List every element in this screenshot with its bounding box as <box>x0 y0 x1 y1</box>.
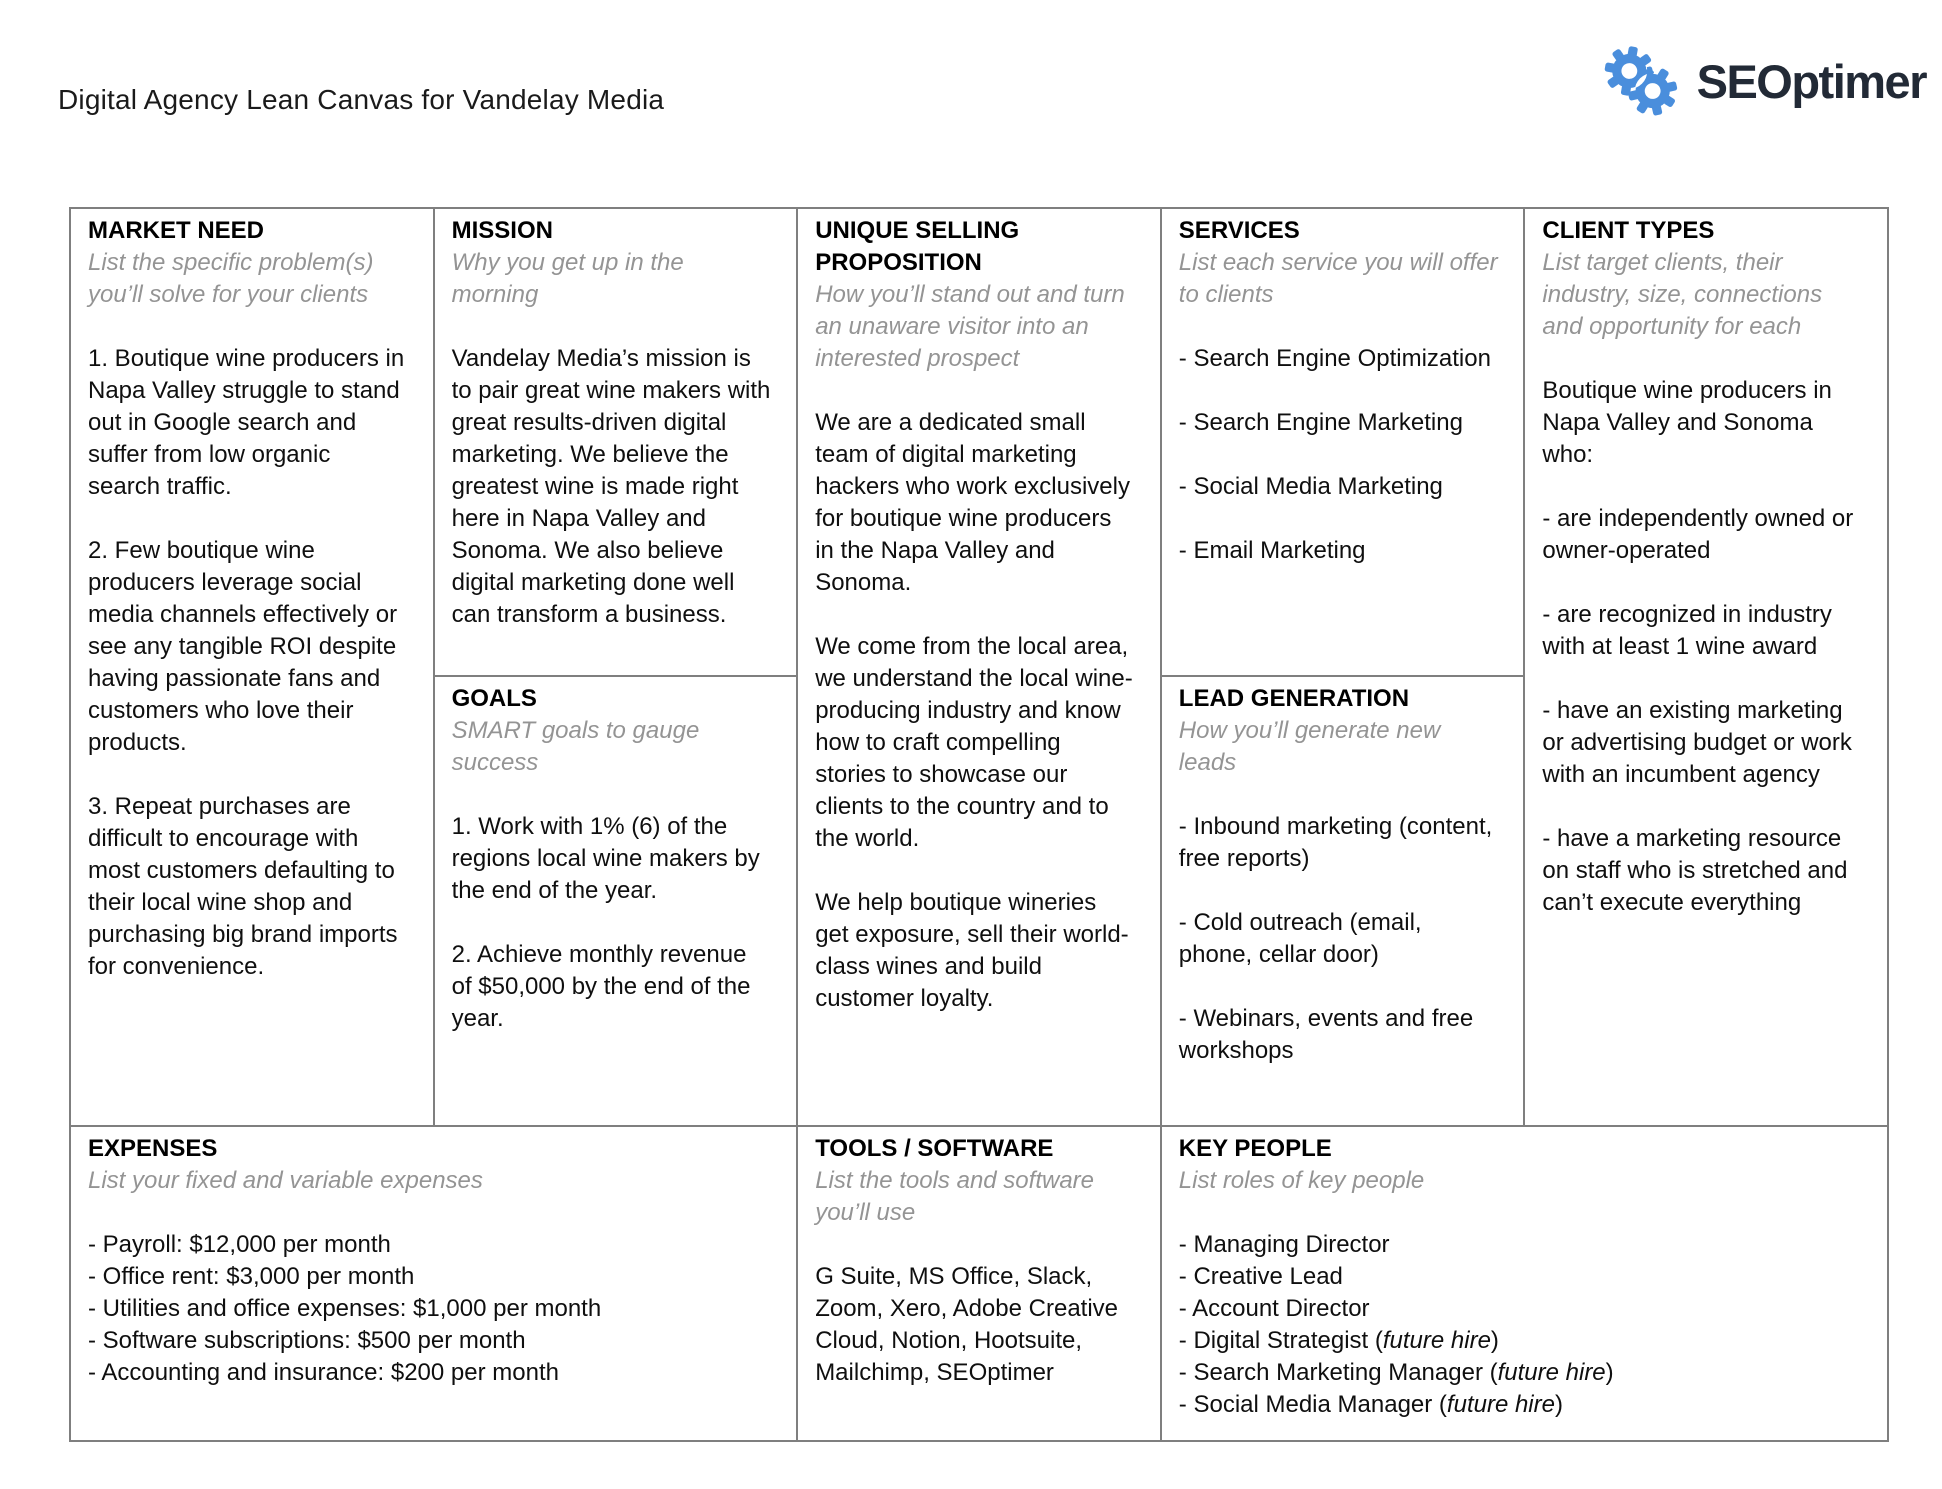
client-types-paragraph: Boutique wine producers in Napa Valley and Sonoma who: <box>1542 377 1832 468</box>
client-types-paragraph: - are recognized in industry with at least 1 wine award <box>1542 601 1832 660</box>
tools-software-title: TOOLS / SOFTWARE <box>815 1135 1054 1162</box>
section-key-people <box>1161 1126 1888 1441</box>
lead-generation-subtitle: How you’ll generate new leads <box>1178 717 1441 776</box>
section-lead-generation <box>1161 676 1525 1126</box>
client-types-paragraph: - are independently owned or owner-operated <box>1542 505 1854 564</box>
usp-title: UNIQUE SELLING PROPOSITION <box>815 217 1020 276</box>
expense-item: - Accounting and insurance: $200 per month <box>88 1359 559 1386</box>
market-need-subtitle: List the specific problem(s) you’ll solve for your clients <box>88 249 374 308</box>
mission-subtitle: Why you get up in the morning <box>451 249 684 308</box>
service-item: - Search Engine Marketing <box>1178 409 1463 436</box>
market-need-paragraph: 1. Boutique wine producers in Napa Valley struggle to stand out in Google search and suffer from low organic search traffic. <box>88 345 405 500</box>
tools-software-paragraph: G Suite, MS Office, Slack, Zoom, Xero, Adobe Creative Cloud, Notion, Hootsuite, Mailchimp, SEOptimer <box>815 1263 1119 1386</box>
service-item: - Email Marketing <box>1178 537 1366 564</box>
expense-item: - Software subscriptions: $500 per month <box>88 1327 526 1354</box>
expense-item: - Payroll: $12,000 per month <box>88 1231 391 1258</box>
section-expenses <box>70 1126 797 1441</box>
seoptimer-gears-icon <box>1599 46 1683 116</box>
expenses-subtitle: List your fixed and variable expenses <box>88 1167 483 1194</box>
goals-subtitle: SMART goals to gauge success <box>451 717 700 776</box>
lead-generation-item: - Inbound marketing (content, free reports) <box>1178 813 1493 872</box>
expenses-title: EXPENSES <box>88 1135 218 1162</box>
usp-paragraph: We are a dedicated small team of digital marketing hackers who work exclusively for boutique wine producers in the Napa Valley and Sonoma. <box>815 409 1130 596</box>
key-person-item: - Creative Lead <box>1178 1263 1343 1290</box>
section-unique-selling-proposition <box>797 208 1161 1126</box>
usp-subtitle: How you’ll stand out and turn an unaware visitor into an interested prospect <box>815 281 1125 372</box>
market-need-paragraph: 2. Few boutique wine producers leverage social media channels effectively or see any tangible ROI despite having passionate fans and customers who love their products. <box>88 537 398 756</box>
key-people-subtitle: List roles of key people <box>1178 1167 1425 1194</box>
key-people-title: KEY PEOPLE <box>1178 1135 1332 1162</box>
section-mission <box>434 208 798 676</box>
mission-title: MISSION <box>451 217 553 244</box>
lead-generation-item: - Cold outreach (email, phone, cellar door) <box>1178 909 1422 968</box>
goals-title: GOALS <box>451 685 537 712</box>
goals-paragraph: 2. Achieve monthly revenue of $50,000 by the end of the year. <box>451 941 751 1032</box>
seoptimer-logo <box>1599 46 1926 116</box>
section-market-need <box>70 208 434 1126</box>
goals-paragraph: 1. Work with 1% (6) of the regions local wine makers by the end of the year. <box>451 813 760 904</box>
client-types-paragraph: - have an existing marketing or advertising budget or work with an incumbent agency <box>1542 697 1852 788</box>
section-services <box>1161 208 1525 676</box>
key-person-item: - Account Director <box>1178 1295 1370 1322</box>
services-title: SERVICES <box>1178 217 1300 244</box>
service-item: - Social Media Marketing <box>1178 473 1443 500</box>
mission-paragraph: Vandelay Media’s mission is to pair great wine makers with great results-driven digital marketing. We believe the greatest wine is made right here in Napa Valley and Sonoma. We also believe digital marketing done well can transform a business. <box>451 345 771 628</box>
client-types-title: CLIENT TYPES <box>1542 217 1715 244</box>
market-need-paragraph: 3. Repeat purchases are difficult to encourage with most customers defaulting to their local wine shop and purchasing big brand imports for convenience. <box>88 793 398 980</box>
key-person-item: - Social Media Manager (future hire) <box>1178 1391 1563 1418</box>
key-person-item: - Managing Director <box>1178 1231 1390 1258</box>
services-subtitle: List each service you will offer to clients <box>1178 249 1498 308</box>
market-need-title: MARKET NEED <box>88 217 265 244</box>
client-types-paragraph: - have a marketing resource on staff who is stretched and can’t execute everything <box>1542 825 1848 916</box>
section-client-types <box>1524 208 1888 1126</box>
lead-generation-title: LEAD GENERATION <box>1178 685 1410 712</box>
section-tools-software <box>797 1126 1161 1441</box>
expense-item: - Office rent: $3,000 per month <box>88 1263 415 1290</box>
service-item: - Search Engine Optimization <box>1178 345 1491 372</box>
tools-software-subtitle: List the tools and software you’ll use <box>815 1167 1095 1226</box>
usp-paragraph: We help boutique wineries get exposure, sell their world-class wines and build customer loyalty. <box>815 889 1129 1012</box>
key-person-item: - Digital Strategist (future hire) <box>1178 1327 1499 1354</box>
lean-canvas-grid <box>69 207 1889 1442</box>
section-goals <box>434 676 798 1126</box>
usp-paragraph: We come from the local area, we understand the local wine-producing industry and know how to craft compelling stories to showcase our clients to the country and to the world. <box>815 633 1133 852</box>
client-types-subtitle: List target clients, their industry, size, connections and opportunity for each <box>1542 249 1823 340</box>
seoptimer-logo-text: SEOptimer <box>1696 54 1926 108</box>
key-person-item: - Search Marketing Manager (future hire) <box>1178 1359 1614 1386</box>
expense-item: - Utilities and office expenses: $1,000 per month <box>88 1295 602 1322</box>
lead-generation-item: - Webinars, events and free workshops <box>1178 1005 1474 1064</box>
page-title: Digital Agency Lean Canvas for Vandelay Media <box>58 84 665 115</box>
